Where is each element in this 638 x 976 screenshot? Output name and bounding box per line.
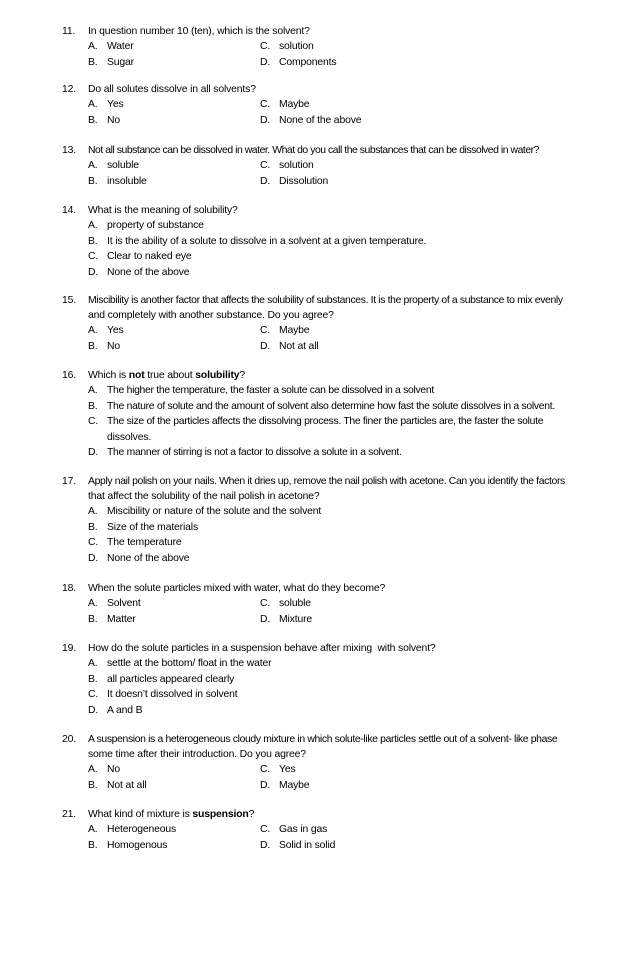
option-a (88, 596, 260, 612)
option-letter: C. (260, 764, 271, 775)
option-letter: A. (88, 325, 98, 336)
question-number: 21. (62, 809, 76, 820)
question-stem: A suspension is a heterogeneous cloudy mixture in which solute-like particles settle out of a solvent- like phase (88, 734, 558, 745)
options-list (88, 656, 607, 718)
emphasis-suspension: suspension (192, 809, 249, 820)
option-c (88, 535, 607, 551)
options-list (88, 383, 607, 461)
option-text: Gas in gas (279, 824, 328, 835)
option-text: Not at all (279, 340, 319, 352)
option-text: Dissolution (279, 175, 329, 187)
question-number: 18. (62, 583, 76, 594)
option-letter: D. (260, 114, 271, 126)
option-letter: B. (88, 340, 98, 352)
option-text: None of the above (107, 266, 190, 278)
question-12 (62, 82, 607, 128)
option-b (88, 612, 260, 628)
option-d (88, 703, 607, 719)
option-b (88, 399, 607, 415)
option-letter: B. (88, 114, 98, 126)
question-14 (62, 203, 607, 280)
option-letter: A. (88, 160, 98, 171)
option-text: Maybe (279, 325, 310, 336)
option-text: property of substance (107, 220, 204, 231)
option-c (260, 323, 460, 339)
question-number: 14. (62, 205, 76, 216)
option-c (260, 158, 460, 174)
question-18 (62, 581, 607, 627)
option-letter: A. (88, 506, 98, 517)
option-text: Sugar (107, 56, 134, 68)
option-letter: A. (88, 220, 98, 231)
question-stem-continued: some time after their introduction. Do you agree? (88, 749, 306, 760)
option-text: The size of the particles affects the dissolving process. The finer the particles are, the faster the solute (107, 416, 544, 427)
options-grid (88, 39, 607, 70)
question-stem: Not all substance can be dissolved in water. What do you call the substances that can be dissolved in water? (88, 145, 540, 156)
option-text: solution (279, 41, 314, 52)
option-text: all particles appeared clearly (107, 673, 235, 685)
option-letter: A. (88, 385, 98, 396)
option-letter: C. (88, 251, 99, 262)
option-a (88, 822, 260, 838)
option-b (88, 55, 260, 71)
question-16 (62, 368, 607, 461)
question-11 (62, 24, 607, 70)
question-number: 19. (62, 643, 76, 654)
question-stem: What is the meaning of solubility? (88, 205, 238, 216)
question-number: 11. (62, 26, 76, 37)
question-stem-continued: and completely with another substance. Do you agree? (88, 310, 334, 321)
option-a (88, 383, 607, 399)
option-text: No (107, 340, 120, 352)
options-list (88, 504, 607, 566)
option-letter: A. (88, 658, 98, 669)
option-a (88, 218, 607, 234)
option-text: solution (279, 160, 314, 171)
option-b (88, 234, 607, 250)
option-text: The higher the temperature, the faster a solute can be dissolved in a solvent (107, 385, 434, 396)
option-text: Yes (107, 325, 124, 336)
option-letter: C. (260, 598, 271, 609)
option-letter: B. (88, 839, 98, 851)
options-list (88, 218, 607, 280)
option-letter: D. (260, 613, 271, 625)
question-stem: Do all solutes dissolve in all solvents? (88, 84, 256, 95)
option-text: Water (107, 41, 134, 52)
option-letter: D. (260, 175, 271, 187)
option-b (88, 778, 260, 794)
option-text: settle at the bottom/ float in the water (107, 658, 272, 669)
option-text: Maybe (279, 99, 310, 110)
question-number: 15. (62, 295, 76, 306)
question-number: 16. (62, 370, 76, 381)
option-b (88, 520, 607, 536)
option-a (88, 762, 260, 778)
option-a (88, 323, 260, 339)
options-grid (88, 596, 607, 627)
option-text: It is the ability of a solute to dissolve in a solvent at a given temperature. (107, 235, 427, 247)
question-13 (62, 143, 607, 189)
option-text: A and B (107, 704, 143, 716)
option-d (260, 778, 460, 794)
stem-fragment: true about (144, 370, 196, 381)
option-text: No (107, 114, 120, 126)
option-letter: D. (260, 779, 271, 791)
option-letter: D. (260, 839, 271, 851)
option-letter: A. (88, 764, 98, 775)
option-text: Not at all (107, 779, 147, 791)
option-text: Yes (279, 764, 296, 775)
options-grid (88, 822, 607, 853)
option-text: None of the above (107, 552, 190, 564)
option-text: Homogenous (107, 839, 168, 851)
option-c-continued: dissolves. (107, 431, 152, 443)
option-letter: A. (88, 598, 98, 609)
option-c (88, 414, 607, 430)
option-text: The manner of stirring is not a factor to dissolve a solute in a solvent. (107, 447, 402, 458)
question-stem: Apply nail polish on your nails. When it dries up, remove the nail polish with acetone. Can you identify the factors (88, 476, 565, 487)
options-grid (88, 158, 607, 189)
option-a (88, 504, 607, 520)
option-letter: C. (88, 689, 99, 700)
option-text: It doesn’t dissolved in solvent (107, 689, 238, 700)
option-d (260, 612, 460, 628)
question-number: 17. (62, 476, 76, 487)
option-letter: B. (88, 521, 98, 533)
option-c (260, 762, 460, 778)
option-text: insoluble (107, 175, 147, 187)
question-stem: How do the solute particles in a suspension behave after mixing with solvent? (88, 643, 436, 654)
question-stem: Miscibility is another factor that affects the solubility of substances. It is the property of a substance to mix evenly (88, 295, 563, 306)
option-d (260, 838, 460, 854)
stem-fragment: ? (239, 370, 246, 381)
stem-fragment: What kind of mixture is (88, 809, 193, 820)
question-20 (62, 732, 607, 793)
question-number: 13. (62, 145, 76, 156)
option-letter: D. (260, 340, 271, 352)
option-c (260, 97, 460, 113)
question-number: 12. (62, 84, 76, 95)
option-letter: B. (88, 613, 98, 625)
option-text: Maybe (279, 779, 310, 791)
option-text: Miscibility or nature of the solute and the solvent (107, 506, 322, 517)
option-d (260, 113, 460, 129)
option-a (88, 39, 260, 55)
question-number: 20. (62, 734, 76, 745)
option-letter: B. (88, 779, 98, 791)
option-text: No (107, 764, 120, 775)
options-grid (88, 323, 607, 354)
option-c (88, 687, 607, 703)
option-text: Solid in solid (279, 839, 336, 851)
question-21 (62, 807, 607, 853)
option-text: Matter (107, 613, 136, 625)
option-text: Clear to naked eye (107, 251, 192, 262)
option-b (88, 339, 260, 355)
stem-fragment: Which is (88, 370, 129, 381)
question-17 (62, 474, 607, 566)
option-letter: D. (88, 704, 99, 716)
question-stem: In question number 10 (ten), which is the solvent? (88, 26, 310, 37)
option-a (88, 656, 607, 672)
option-text: soluble (107, 160, 139, 171)
option-text: The temperature (107, 537, 182, 548)
option-letter: C. (260, 41, 271, 52)
option-letter: D. (88, 552, 99, 564)
option-text: Components (279, 56, 337, 68)
question-stem (88, 368, 607, 383)
option-letter: C. (260, 325, 271, 336)
option-letter: D. (88, 266, 99, 278)
option-b (88, 174, 260, 190)
question-15 (62, 293, 607, 354)
option-text: The nature of solute and the amount of solvent also determine how fast the solute dissolves in a solvent. (107, 400, 555, 412)
option-b (88, 838, 260, 854)
option-b (88, 672, 607, 688)
option-c (260, 822, 460, 838)
emphasis-solubility: solubility (195, 370, 240, 381)
option-d (260, 55, 460, 71)
option-text: soluble (279, 598, 311, 609)
options-grid (88, 762, 607, 793)
option-text: Mixture (279, 613, 313, 625)
option-a (88, 97, 260, 113)
option-d (88, 265, 607, 281)
question-stem-continued: that affect the solubility of the nail polish in acetone? (88, 491, 320, 502)
option-letter: D. (88, 447, 99, 458)
option-c (260, 39, 460, 55)
option-letter: B. (88, 673, 98, 685)
option-letter: B. (88, 175, 98, 187)
question-19 (62, 641, 607, 718)
option-letter: A. (88, 99, 98, 110)
option-text: Heterogeneous (107, 824, 177, 835)
option-letter: C. (88, 537, 99, 548)
option-letter: A. (88, 824, 98, 835)
option-letter: D. (260, 56, 271, 68)
question-stem: When the solute particles mixed with water, what do they become? (88, 583, 386, 594)
option-text: Solvent (107, 598, 141, 609)
option-letter: C. (260, 99, 271, 110)
option-c (260, 596, 460, 612)
option-letter: B. (88, 56, 98, 68)
option-d (260, 174, 460, 190)
option-letter: C. (260, 160, 271, 171)
option-c (88, 249, 607, 265)
option-letter: B. (88, 400, 98, 412)
question-stem (88, 807, 607, 822)
option-b (88, 113, 260, 129)
option-letter: C. (88, 416, 99, 427)
option-d (88, 551, 607, 567)
option-text: None of the above (279, 114, 362, 126)
stem-fragment: ? (248, 809, 255, 820)
option-d (88, 445, 607, 461)
option-text: Size of the materials (107, 521, 198, 533)
option-letter: B. (88, 235, 98, 247)
option-letter: C. (260, 824, 271, 835)
emphasis-not: not (128, 370, 145, 381)
option-letter: A. (88, 41, 98, 52)
options-grid (88, 97, 607, 128)
option-a (88, 158, 260, 174)
option-text: Yes (107, 99, 124, 110)
option-d (260, 339, 460, 355)
